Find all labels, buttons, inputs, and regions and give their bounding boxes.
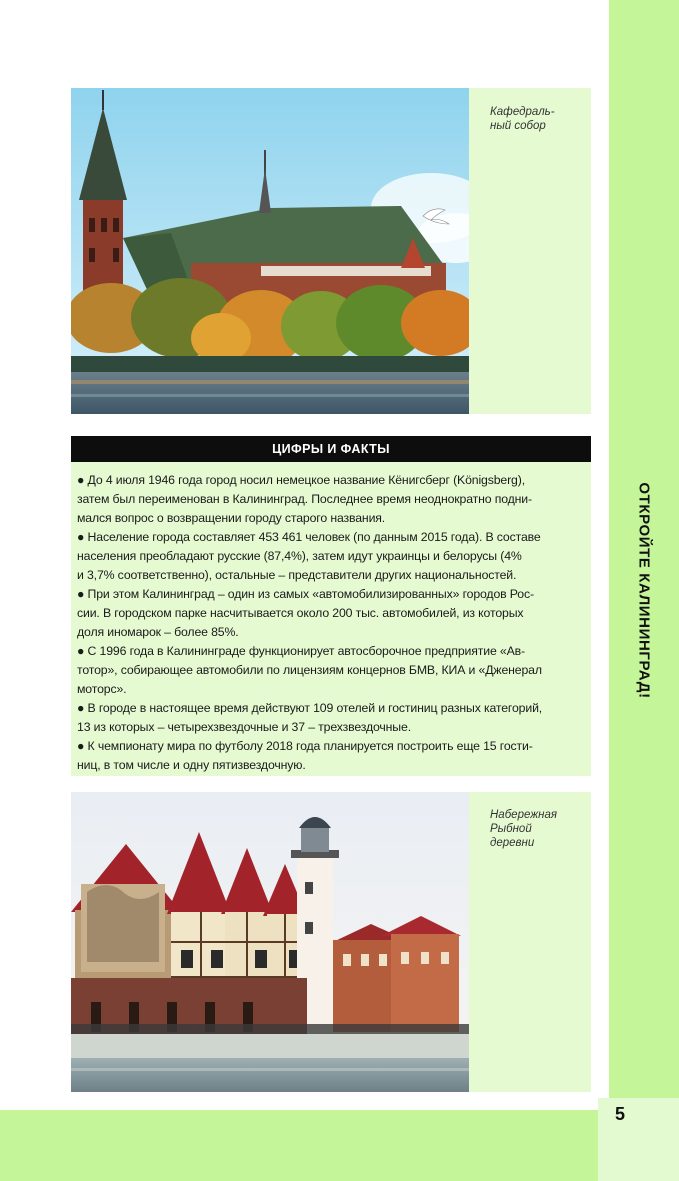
facts-line: ● Население города составляет 453 461 человек (по данным 2015 года). В составе bbox=[77, 530, 541, 544]
section-title-vertical bbox=[609, 480, 679, 700]
facts-header bbox=[71, 436, 591, 462]
section-title-text: ОТКРОЙТЕ КАЛИНИНГРАД! bbox=[635, 481, 653, 699]
page-number-box bbox=[598, 1098, 679, 1181]
facts-line: доля иномарок – более 85%. bbox=[77, 625, 239, 639]
facts-line: ● До 4 июля 1946 года город носил немецкое название Кёнигсберг (Königsberg), bbox=[77, 473, 525, 487]
facts-line: ● При этом Калининград – один из самых «автомобилизированных» городов Рос- bbox=[77, 587, 534, 601]
cathedral-illustration bbox=[71, 88, 469, 414]
fish-village-photo bbox=[71, 792, 469, 1092]
facts-body bbox=[71, 462, 591, 776]
facts-line: тотор», собирающее автомобили по лицензиям концернов БМВ, КИА и «Дженерал bbox=[77, 663, 542, 677]
fish-village-photo-panel bbox=[71, 792, 591, 1092]
facts-line: и 3,7% соответственно), остальные – представители других национальностей. bbox=[77, 568, 517, 582]
caption-line: Набережная bbox=[490, 809, 558, 821]
cathedral-photo-panel bbox=[71, 88, 591, 414]
facts-text bbox=[77, 471, 587, 775]
caption-line: Рыбной bbox=[490, 823, 532, 835]
facts-line: моторс». bbox=[77, 682, 127, 696]
facts-line: мался вопрос о возвращении городу старого названия. bbox=[77, 511, 386, 525]
cathedral-photo bbox=[71, 88, 469, 414]
facts-line: ● В городе в настоящее время действуют 109 отелей и гостиниц разных категорий, bbox=[77, 701, 543, 715]
bottom-band bbox=[0, 1110, 598, 1181]
cathedral-caption bbox=[490, 105, 580, 133]
facts-header-text: ЦИФРЫ И ФАКТЫ bbox=[272, 442, 390, 456]
facts-line: населения преобладают русские (87,4%), затем идут украинцы и белорусы (4% bbox=[77, 549, 522, 563]
facts-line: 13 из которых – четырехзвездочные и 37 – трехзвездочные. bbox=[77, 720, 411, 734]
facts-line: ● С 1996 года в Калининграде функционирует автосборочное предприятие «Ав- bbox=[77, 644, 525, 658]
caption-line: ный собор bbox=[490, 120, 546, 132]
facts-line: ниц, в том числе и одну пятизвездочную. bbox=[77, 758, 306, 772]
fish-village-illustration bbox=[71, 792, 469, 1092]
facts-line: затем был переименован в Калининград. Последнее время неоднократно подни- bbox=[77, 492, 532, 506]
facts-line: ● К чемпионату мира по футболу 2018 года планируется построить еще 15 гости- bbox=[77, 739, 533, 753]
facts-line: сии. В городском парке насчитывается около 200 тыс. автомобилей, из которых bbox=[77, 606, 524, 620]
fish-village-caption bbox=[490, 808, 580, 850]
caption-line: Кафедраль- bbox=[490, 106, 555, 118]
caption-line: деревни bbox=[490, 837, 535, 849]
page-number: 5 bbox=[614, 1104, 625, 1124]
